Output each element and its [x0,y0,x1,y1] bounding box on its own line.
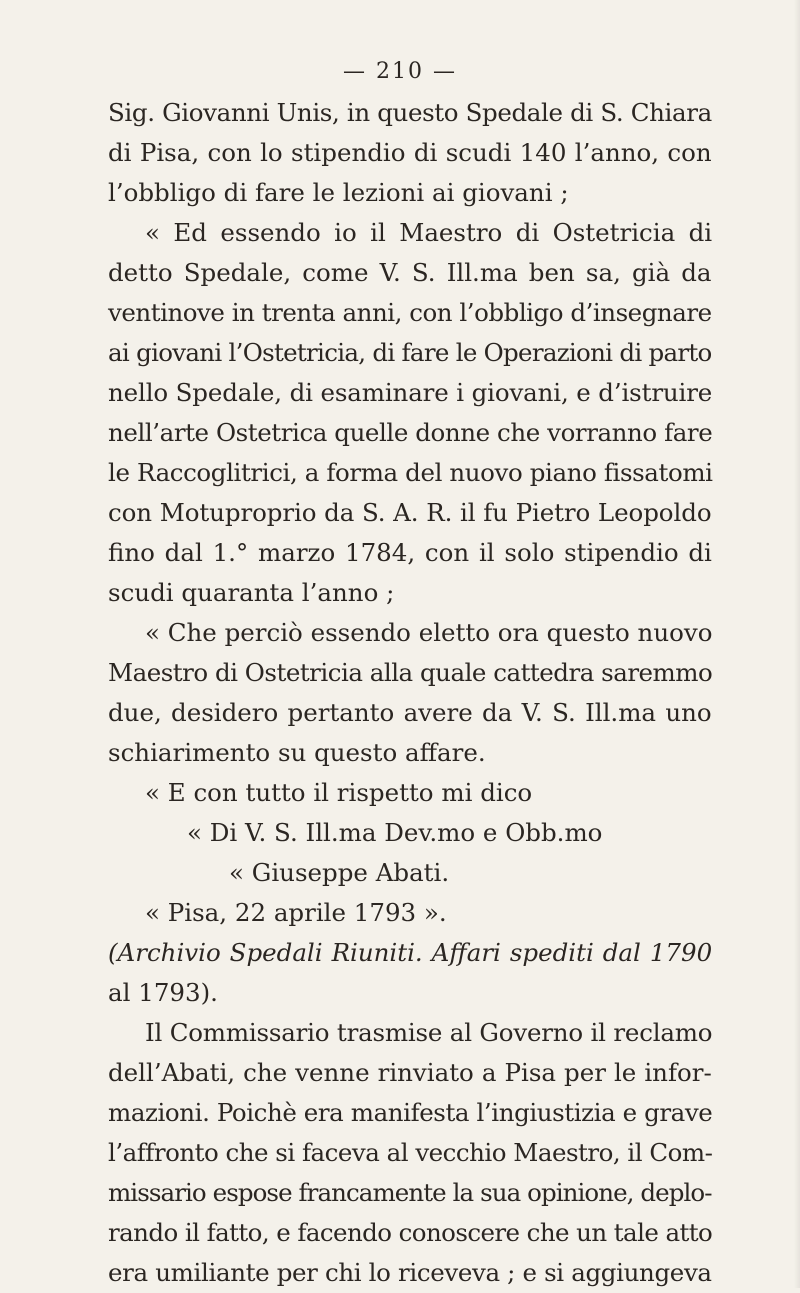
text-line-10: le Raccoglitrici, a forma del nuovo piano fissatomi [108,458,713,487]
text-line-3: l’obbligo di fare le lezioni ai giovani ; [108,178,569,207]
text-line-4: « Ed essendo io il Maestro di Ostetricia di [145,218,713,247]
text-line-27: l’affronto che si faceva al vecchio Maestro, il Com- [108,1138,713,1167]
text-line-25: dell’Abati, che venne rinviato a Pisa per le infor- [108,1058,712,1087]
text-line-29: rando il fatto, e facendo conoscere che un tale atto [108,1218,713,1247]
text-line-7: ai giovani l’Ostetricia, di fare le Operazioni di parto [108,338,712,367]
text-line-1: Sig. Giovanni Unis, in questo Spedale di S. Chiara [108,98,712,127]
text-line-24: Il Commissario trasmise al Governo il reclamo [145,1018,713,1047]
text-line-17: schiarimento su questo affare. [108,738,486,767]
text-line-6: ventinove in trenta anni, con l’obbligo d’insegnare [108,298,712,327]
text-line-11: con Motuproprio da S. A. R. il fu Pietro Leopoldo [108,498,712,527]
text-line-19: « Di V. S. Ill.ma Dev.mo e Obb.mo [187,818,603,847]
text-line-28: missario espose francamente la sua opinione, deplo- [108,1178,712,1207]
text-line-14: « Che perciò essendo eletto ora questo nuovo [145,618,713,647]
text-line-18: « E con tutto il rispetto mi dico [145,778,533,807]
text-line-30: era umiliante per chi lo riceveva ; e si aggiungeva [108,1258,712,1287]
text-line-22: (Archivio Spedali Riuniti. Affari spediti dal 1790 [108,938,713,967]
text-line-5: detto Spedale, come V. S. Ill.ma ben sa, già da [108,258,712,287]
text-line-20: « Giuseppe Abati. [229,858,450,887]
text-line-2: di Pisa, con lo stipendio di scudi 140 l’anno, con [108,138,712,167]
text-line-16: due, desidero pertanto avere da V. S. Ill.ma uno [108,698,712,727]
text-line-12: fino dal 1.° marzo 1784, con il solo stipendio di [108,538,712,567]
text-line-13: scudi quaranta l’anno ; [108,578,395,607]
text-line-26: mazioni. Poichè era manifesta l’ingiustizia e grave [108,1098,713,1127]
text-line-21: « Pisa, 22 aprile 1793 ». [145,898,447,927]
text-line-9: nell’arte Ostetrica quelle donne che vorranno fare [108,418,713,447]
page-number: — 210 — [343,59,457,84]
text-line-15: Maestro di Ostetricia alla quale cattedra saremmo [108,658,713,687]
text-line-8: nello Spedale, di esaminare i giovani, e d’istruire [108,378,713,407]
page-edge-shadow [794,0,800,1288]
text-line-23: al 1793). [108,978,218,1007]
